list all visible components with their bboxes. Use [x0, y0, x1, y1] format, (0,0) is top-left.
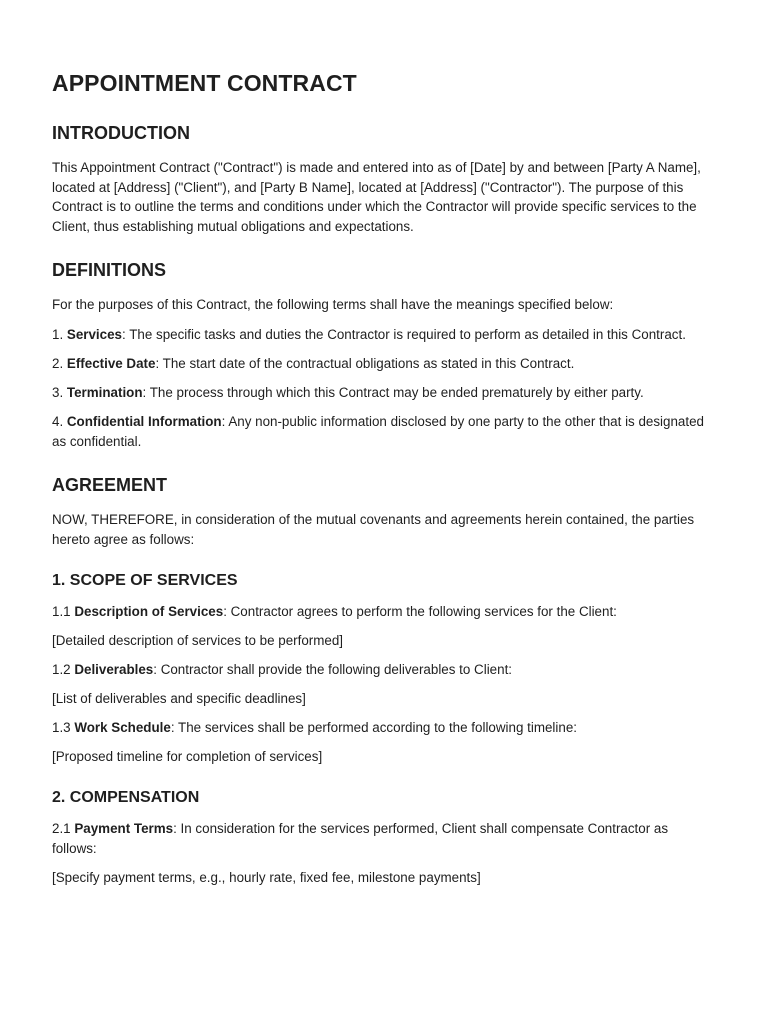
definition-item-services [52, 325, 714, 345]
clause-term: Description of Services [74, 603, 224, 619]
compensation-item-payment-terms [52, 819, 714, 858]
clause-text: : In consideration for the services performed, Client shall compensate Contractor as follows: [52, 821, 669, 856]
document-title: APPOINTMENT CONTRACT [52, 70, 357, 96]
definitions-intro: For the purposes of this Contract, the following terms shall have the meanings specified below: [52, 297, 614, 313]
clause-number: 1.3 [52, 720, 75, 736]
introduction-section [52, 123, 714, 236]
agreement-section [52, 475, 714, 549]
definition-term: Termination [66, 384, 143, 400]
scope-item-deliverables-placeholder: [List of deliverables and specific deadlines] [52, 691, 306, 707]
compensation-section [52, 789, 714, 887]
definition-term: Services [66, 326, 122, 342]
clause-number: 2.1 [52, 821, 75, 837]
definition-number: 4. [52, 414, 67, 430]
definition-number: 2. [52, 355, 67, 371]
definition-number: 3. [52, 384, 67, 400]
scope-item-deliverables [52, 660, 714, 680]
definition-item-confidential-information [52, 412, 714, 451]
definition-text: : The start date of the contractual obligations as stated in this Contract. [155, 355, 575, 371]
scope-item-work-schedule [52, 718, 714, 738]
definition-number: 1. [52, 326, 67, 342]
definition-text: : The specific tasks and duties the Contractor is required to perform as detailed in this Contract. [122, 326, 686, 342]
compensation-heading: 2. COMPENSATION [52, 789, 200, 807]
clause-number: 1.2 [52, 661, 75, 677]
scope-item-description [52, 602, 714, 622]
scope-item-work-schedule-placeholder: [Proposed timeline for completion of services] [52, 749, 323, 765]
definition-text: : Any non-public information disclosed by one party to the other that is designated as confidential. [52, 414, 704, 449]
definitions-section [52, 260, 714, 451]
clause-number: 1.1 [52, 603, 75, 619]
introduction-text: This Appointment Contract ("Contract") is made and entered into as of [Date] by and between [Party A Name], located at [Address] ("Client"), and [Party B Name], located at [Address] ("Contractor"). The purpose of this Contract is to outline the terms and conditions under which the Contractor will provide specific services to the Client, thus establishing mutual obligations and expectations. [52, 160, 701, 234]
clause-term: Work Schedule [74, 720, 171, 736]
definition-term: Effective Date [66, 355, 156, 371]
scope-heading: 1. SCOPE OF SERVICES [52, 571, 238, 589]
agreement-heading: AGREEMENT [52, 475, 168, 496]
introduction-heading: INTRODUCTION [52, 123, 190, 143]
compensation-item-payment-terms-placeholder: [Specify payment terms, e.g., hourly rate, fixed fee, milestone payments] [52, 869, 481, 885]
definitions-heading: DEFINITIONS [52, 260, 167, 281]
definition-item-termination [52, 383, 714, 403]
clause-text: : Contractor agrees to perform the following services for the Client: [223, 603, 617, 619]
scope-item-description-placeholder: [Detailed description of services to be performed] [52, 632, 344, 648]
definition-item-effective-date [52, 354, 714, 374]
scope-section [52, 572, 714, 768]
clause-text: : The services shall be performed according to the following timeline: [170, 720, 577, 736]
agreement-text: NOW, THEREFORE, in consideration of the mutual covenants and agreements herein contained, the parties hereto agree as follows: [52, 512, 695, 547]
clause-term: Payment Terms [74, 821, 174, 837]
definition-term: Confidential Information [66, 414, 222, 430]
clause-text: : Contractor shall provide the following deliverables to Client: [153, 661, 513, 677]
clause-term: Deliverables [74, 661, 154, 677]
definition-text: : The process through which this Contract may be ended prematurely by either party. [142, 384, 644, 400]
